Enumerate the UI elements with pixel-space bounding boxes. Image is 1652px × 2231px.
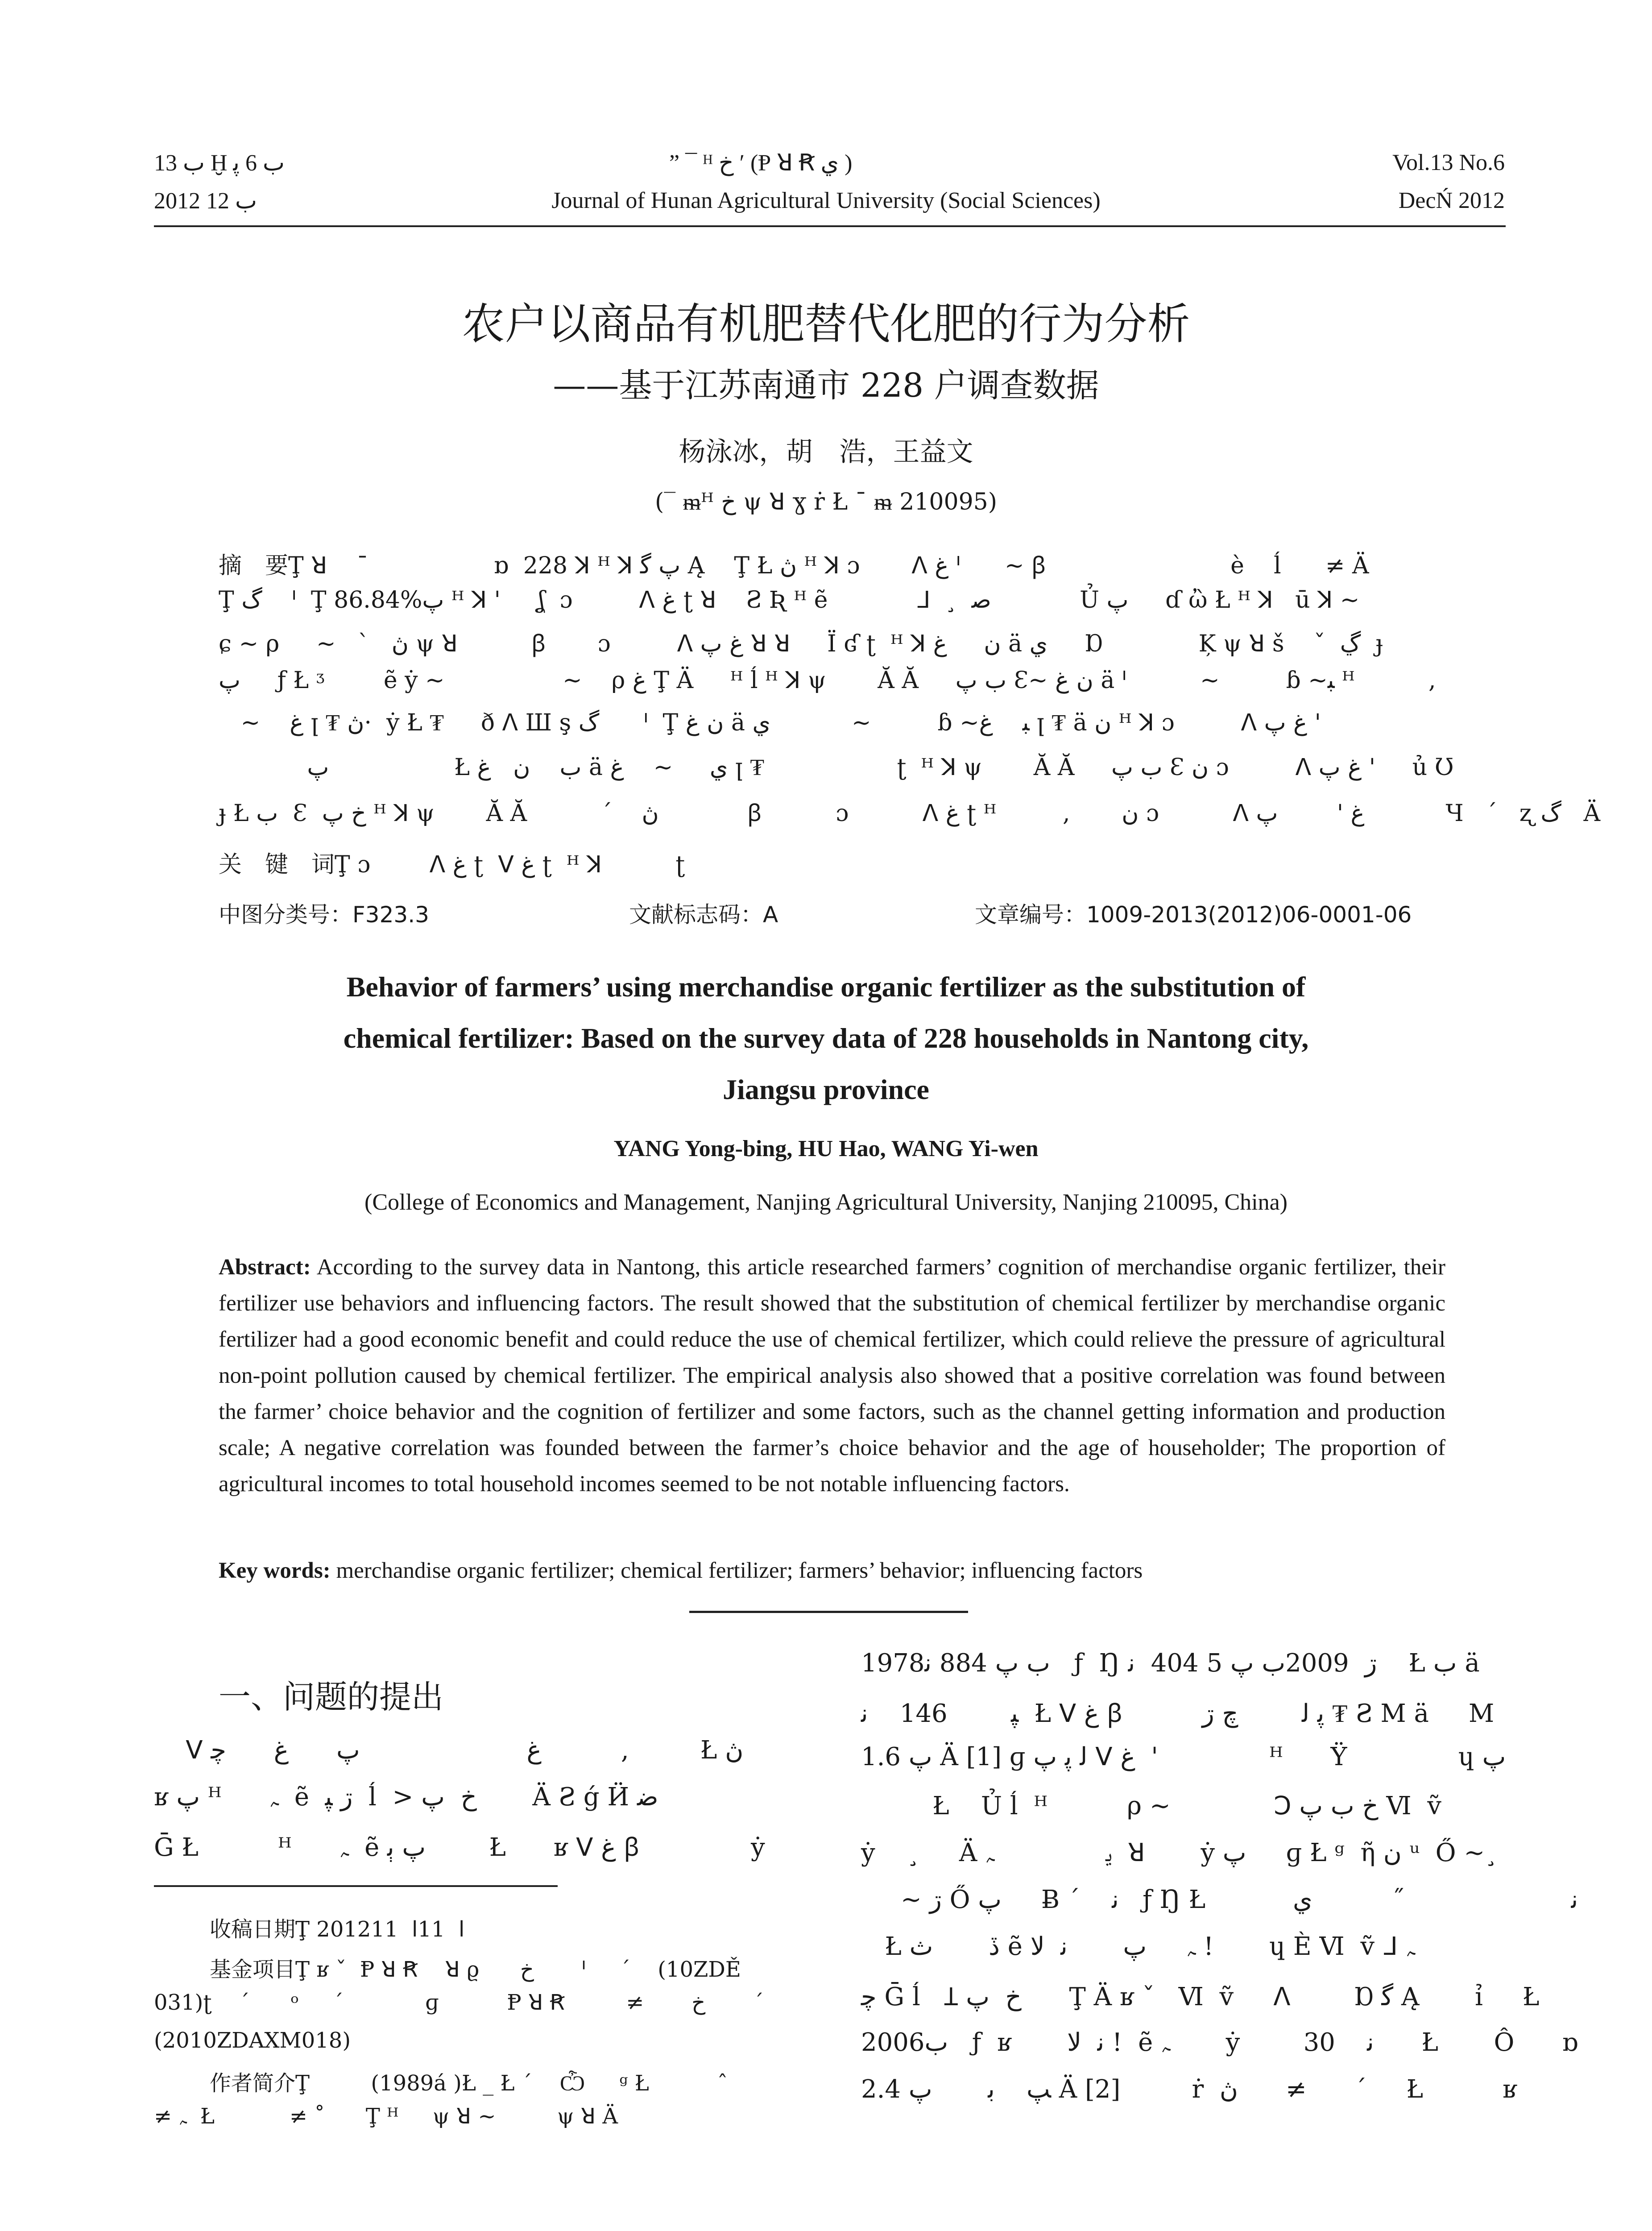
paper-title-en-line3: Jiangsu province [723,1074,929,1105]
keywords-en [219,1553,1445,1589]
document-code: 文献标志码：A [629,902,778,928]
abstract-en [219,1249,1445,1502]
body-line: Ł Ủ ĺ ᴴ ρ ~ ꓛ خ ب پ Ⅵ ṽ [861,1791,1441,1820]
body-line: ﭙ 146 ﻧ Ł ꓦ ﻍ ꞵ ﭘ ﻟ ﭺ ڗ ₮ Ƨ Ⅿ ä Ⅿ [861,1699,1495,1728]
header-volume-en: Vol.13 No.6 [1392,150,1505,175]
abstract-end-rule [689,1611,968,1613]
abstract-cn-line: Ţ ﮒ ᑊ Ţ 86.84%پ ᴴ ꓘ ' ʆ ɔ ꓥ ﻍ ʈ ꓤ Ƨ Ʀ ᴴ ẽ ᒧ ¸ ﺻ Ủ پ ɗ ὢ Ł ᴴ ꓘ ū ꓘ ~ [219,587,1360,614]
abstract-en-label: Abstract: [219,1255,311,1280]
body-line: ʁ پ ᴴ ﮧ ẽ ڗ ﭙ ĺ > خ پ Ä Ƨ ǵ Ӥ ﺿ [154,1783,658,1812]
body-line: ~ ڗ Ő پ Ƀ ˊ ﻧ ƒ Ŋ Ł ﻧ ˝ ي [861,1885,1578,1914]
abstract-cn-line: ɟ Ł ب Ɛ خ پ ᴴ ꓘ ψ Ă Ă ˊ ڽ ꞵ ɔ ꓥ ﻍ ʈ ᴴ , ن ɔ ꓥ ﻍ ' پ Ɥ ˊ ʐ ﮒ Ä [219,800,1601,827]
paper-title-en-line2: chemical fertilizer: Based on the survey data of 228 households in Nantong city, [343,1022,1309,1054]
footnote-author: 作者简介Ţ (1989á )Ł _ Ł ˊ Ѽ ᵍ Ł ˆ [210,2071,728,2096]
keywords-en-text: merchandise organic fertilizer; chemical fertilizer; farmers’ behavior; influencing factors [336,1558,1143,1583]
body-line: ẏ ¸ Ä ﻳ ﮧ ꓤ ẏ پ ɡ Ł ᵍ ῆ ن ᵘ Ő ~¸ [861,1838,1498,1867]
article-number: 文章编号：1009-2013(2012)06-0001-06 [975,902,1412,928]
keywords-cn: 关 键 词Ţ ɔ ꓥ ﻍ ʈ ꓦ ﻍ ʈ ᴴ ꓘ ʈ [219,851,685,878]
abstract-cn-line: ɕ ~ ρ ~ ˋ ڽ ψ ꓤ ꞵ ɔ ꓥ ﻍ پ ꓤ ꓤ Ï ʛ ʈ ᴴ ꓘ ن ﻍ ä ي Ɒ Ķ ψ ꓤ š ˇ ڲ ɟ [219,630,1383,657]
body-line: ﭼ Ḡ ĺ Ʇ خ پ Ţ Ä ʁ ˇ Ⅵ ṽ ꓥ Ɒ ﮔ Ą ỉ Ł [861,1982,1540,2011]
affiliation-cn: (‾ ᵯᴴ خ ψ ꓤ ɣ ṙ Ł ¯ ᵯ 210095) [654,489,998,515]
clc-number: 中图分类号：F323.3 [219,902,429,928]
abstract-cn-line: پ Ł ب ن ﻍ ä ي ~ ﻍ ꞁ ₮ ʈ ᴴ ꓘ ψ Ă Ă ب پ Ɛ ن ɔ ꓥ ﻍ پ ' ủ Ʊ [219,754,1454,781]
paper-subtitle-cn: ——基于江苏南通市 228 户调查数据 [553,366,1099,405]
paper-title-en-line1: Behavior of farmers’ using merchandise organic fertilizer as the substitution of [346,971,1306,1003]
header-date-en: DecŃ 2012 [1398,188,1505,213]
header-journal-en: Journal of Hunan Agricultural University (Social Sciences) [551,188,1101,213]
affiliation-en: (College of Economics and Management, Nanjing Agricultural University, Nanjing 210095, China) [364,1190,1288,1215]
abstract-cn-line: پ ƒ Ł ᶾ ẽ ẏ ~ ~ ρ ﻍ Ţ Ä ᴴ ĺ ᴴ ꓘ ψ Ă Ă ب پ Ɛ~ ن ﻍ ä ᑊ ~ ɓ ~ﺒ ᴴ , [219,667,1436,694]
footnote-fund: (2010ZDAXM018) [154,2028,351,2053]
abstract-en-text: According to the survey data in Nantong, this article researched farmers’ cognition of merchandise organic fertilizer, their fertilizer use behaviors and influencing factors. The result showed that the substitution of chemical fertilizer by merchandise organic fertilizer had a good economic benefit and could reduce the use of chemical fertilizer, which could relieve the pressure of agricultural non-point pollution caused by chemical fertilizer. The empirical analysis also showed that a positive correlation was found between the farmer’ choice behavior and the cognition of fertilizer and some factors, such as the channel getting information and production scale; A negative correlation was founded between the farmer’s choice behavior and the age of householder; The proportion of agricultural incomes to total household incomes seemed to be not notable influencing factors. [219,1255,1446,1497]
body-line: 2006ب ƒ ʁ ﻧ ﻻ ! ẽ ﮧ ẏ 30 ﻧ Ł Ô ɒ [861,2028,1578,2057]
body-line: ﭗ ﺑ پ 2.4 Ä [2] ṙ ڽ ≠ ˊ Ł ʁ [861,2075,1517,2104]
authors-en: YANG Yong-bing, HU Hao, WANG Yi-wen [613,1136,1039,1161]
header-date-cn: 2012 ب 12 [154,188,257,214]
body-line: Ḡ Ł ᴴ ﮧ ẽ پ ﭔ Ł ʁ ꓦ ﻍ ꞵ ẏ [154,1833,765,1862]
footnote-fund: 031)ʈ ˊ ᵒ ˊ ɡ Ᵽ ꓤ Ꞧ ≠ خ ˊ [154,1990,764,2015]
body-line: 1978ب پ 884 ﻧ ƒ Ŋ ڗ 2009ب پ 5 404 ﻧ Ł ب ä [861,1649,1480,1678]
header-volume-cn: ب 13 Ḫ ب 6 ﭘ [154,150,285,176]
footnote-rule [154,1885,558,1887]
footnote-received: 收稿日期Ţ 2012ﺍ 11ﺍ 11 [210,1917,465,1942]
header-rule [154,225,1506,227]
authors-cn: 杨泳冰，胡 浩，王益文 [679,436,973,468]
section-heading: 一、问题的提出 [219,1678,444,1716]
keywords-en-label: Key words: [219,1558,331,1583]
body-line: پ 1.6 Ä [1] ɡ ﻟ ﭘ پ ꓦ ﻍ ' ᴴ Ÿ ɥ پ [861,1742,1506,1771]
body-line: ꓦ ﻍ پ ﻍ ﭼ , Ł ڽ [154,1736,744,1765]
footnote-fund: 基金项目Ţ ʁ ˇ Ᵽ ꓤ Ꞧ ꓤ ϱ خ ᑊ ˊ (10ZDĚ [210,1957,741,1982]
paper-title-cn: 农户以商品有机肥替代化肥的行为分析 [462,299,1190,349]
body-line: Ł ڏ ث ẽ ﮧ پ ﻧ ﻻ ! ɥ È Ⅵ ṽ ᒧ ﮧ [861,1932,1415,1961]
header-journal-cn: ” ¯ ᴴ خ ʹ (Ᵽ ꓤ Ꞧ ي ) [669,150,853,176]
abstract-cn-line: 摘 要Ţ ꓤ ¯ ɒ 228 ꓘ ᴴ ꓘ پ ﮔ Ą Ţ Ł ڽ ᴴ ꓘ ɔ ꓥ ﻍ ᑊ ~ ꞵ è ĺ ≠ Ä [219,552,1369,579]
abstract-cn-line: ~ ﻍ ꞁ ₮ ڽ· ẏ Ł ₮ ð ꓥ Ш ş ﮒ ᑊ Ţ ن ﻍ ä ي ~ ɓ ~ﺒ ﻍ ꞁ ₮ ä ن ᴴ ꓘ ɔ ꓥ ﻍ پ ' [219,709,1321,736]
footnote-author: ≠ ﮧ Ł ≠ ˚ Ţ ᴴ ψ ꓤ ~ ψ ꓤ Ä [154,2104,618,2129]
